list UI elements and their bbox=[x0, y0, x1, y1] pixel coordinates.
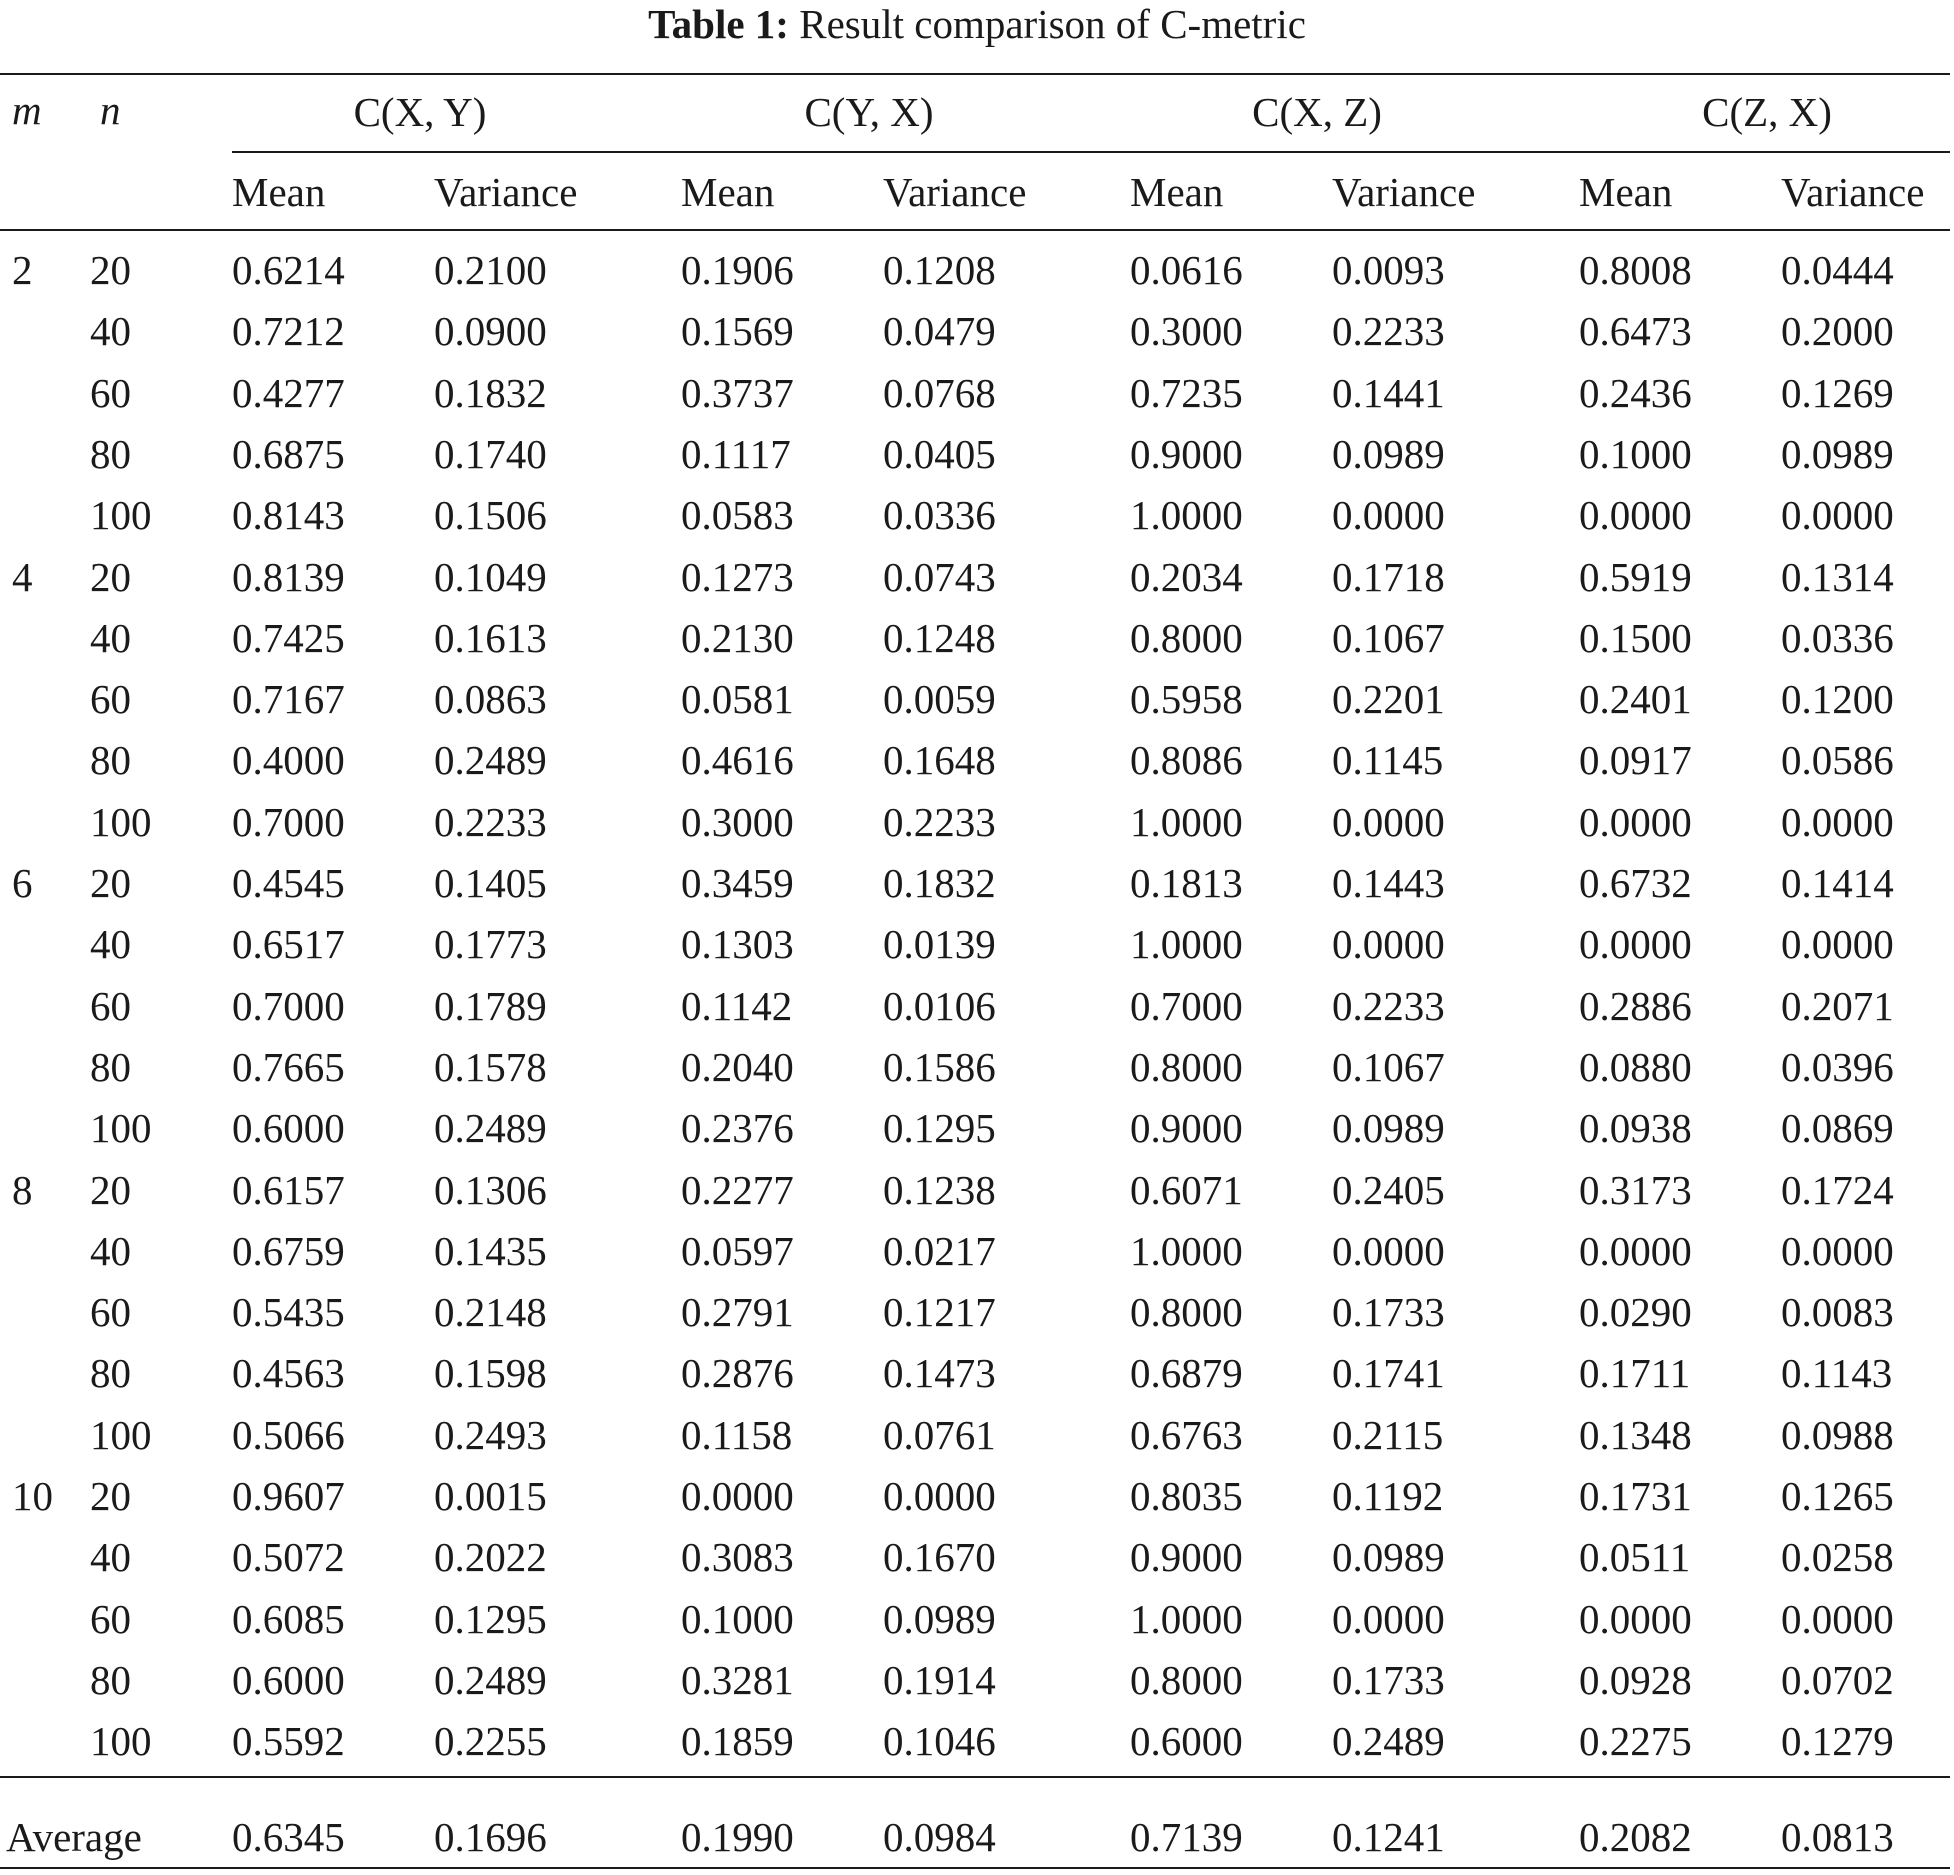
cell-n: 40 bbox=[90, 1228, 131, 1274]
table-cell: 0.1273 bbox=[681, 554, 794, 600]
cell-n: 100 bbox=[90, 1718, 152, 1764]
table-cell: 0.1813 bbox=[1130, 860, 1243, 906]
table-cell: 0.3083 bbox=[681, 1534, 794, 1580]
table-cell: 0.0000 bbox=[681, 1473, 794, 1519]
table-cell: 0.0863 bbox=[434, 676, 547, 722]
table-cell: 0.3000 bbox=[1130, 308, 1243, 354]
cell-n: 100 bbox=[90, 799, 152, 845]
table-cell: 0.2148 bbox=[434, 1289, 547, 1335]
table-cell: 0.6732 bbox=[1579, 860, 1692, 906]
table-cell: 0.3000 bbox=[681, 799, 794, 845]
header-group-3: C(X, Z) bbox=[1252, 89, 1382, 135]
table-cell: 1.0000 bbox=[1130, 492, 1243, 538]
table-cell: 0.0106 bbox=[883, 983, 996, 1029]
table-cell: 0.0290 bbox=[1579, 1289, 1692, 1335]
table-cell: 0.2405 bbox=[1332, 1167, 1445, 1213]
table-cell: 0.0768 bbox=[883, 370, 996, 416]
table-cell: 0.0869 bbox=[1781, 1105, 1894, 1151]
table-cell: 0.1405 bbox=[434, 860, 547, 906]
header-group-rule-1 bbox=[232, 151, 681, 153]
table-cell: 0.6473 bbox=[1579, 308, 1692, 354]
average-cell: 0.1990 bbox=[681, 1814, 794, 1860]
table-cell: 0.0581 bbox=[681, 676, 794, 722]
cell-n: 40 bbox=[90, 615, 131, 661]
table-cell: 0.8000 bbox=[1130, 615, 1243, 661]
cell-n: 20 bbox=[90, 247, 131, 293]
table-cell: 0.0000 bbox=[1781, 492, 1894, 538]
table-cell: 0.1067 bbox=[1332, 615, 1445, 661]
table-cell: 0.0743 bbox=[883, 554, 996, 600]
table-cell: 0.0702 bbox=[1781, 1657, 1894, 1703]
table-cell: 0.2233 bbox=[1332, 308, 1445, 354]
table-cell: 0.2000 bbox=[1781, 308, 1894, 354]
table-cell: 0.4616 bbox=[681, 737, 794, 783]
table-cell: 0.1711 bbox=[1579, 1350, 1691, 1396]
cell-n: 40 bbox=[90, 921, 131, 967]
table-cell: 0.6214 bbox=[232, 247, 345, 293]
table-cell: 0.2886 bbox=[1579, 983, 1692, 1029]
table-cell: 0.3459 bbox=[681, 860, 794, 906]
table-cell: 0.0444 bbox=[1781, 247, 1894, 293]
table-cell: 0.7235 bbox=[1130, 370, 1243, 416]
table-cell: 0.0000 bbox=[1332, 921, 1445, 967]
cell-n: 80 bbox=[90, 1044, 131, 1090]
header-group-2: C(Y, X) bbox=[804, 89, 934, 135]
average-cell: 0.1241 bbox=[1332, 1814, 1445, 1860]
table-cell: 0.0396 bbox=[1781, 1044, 1894, 1090]
table-cell: 0.1613 bbox=[434, 615, 547, 661]
table-cell: 0.9000 bbox=[1130, 1105, 1243, 1151]
table-cell: 0.0258 bbox=[1781, 1534, 1894, 1580]
table-cell: 0.1718 bbox=[1332, 554, 1445, 600]
table-cell: 0.0336 bbox=[883, 492, 996, 538]
table-cell: 0.0000 bbox=[1781, 799, 1894, 845]
table-caption-label: Table 1: bbox=[648, 1, 789, 47]
table-cell: 0.1067 bbox=[1332, 1044, 1445, 1090]
table-cell: 0.0479 bbox=[883, 308, 996, 354]
cell-n: 20 bbox=[90, 554, 131, 600]
table-cell: 0.1117 bbox=[681, 431, 791, 477]
table-cell: 0.1500 bbox=[1579, 615, 1692, 661]
cell-n: 80 bbox=[90, 737, 131, 783]
average-top-rule bbox=[0, 1776, 1950, 1778]
table-cell: 0.0336 bbox=[1781, 615, 1894, 661]
table-cell: 0.1441 bbox=[1332, 370, 1445, 416]
table-cell: 0.4277 bbox=[232, 370, 345, 416]
table-cell: 0.0989 bbox=[1332, 1105, 1445, 1151]
table-cell: 0.2791 bbox=[681, 1289, 794, 1335]
cell-n: 60 bbox=[90, 370, 131, 416]
table-cell: 0.0511 bbox=[1579, 1534, 1691, 1580]
cell-n: 60 bbox=[90, 1289, 131, 1335]
table-cell: 0.1773 bbox=[434, 921, 547, 967]
header-group-4: C(Z, X) bbox=[1702, 89, 1832, 135]
header-bottom-rule bbox=[0, 229, 1950, 231]
table-cell: 0.6000 bbox=[232, 1657, 345, 1703]
cell-n: 60 bbox=[90, 983, 131, 1029]
table-cell: 0.6763 bbox=[1130, 1412, 1243, 1458]
table-cell: 0.7425 bbox=[232, 615, 345, 661]
table-cell: 0.0989 bbox=[1332, 1534, 1445, 1580]
table-cell: 0.0616 bbox=[1130, 247, 1243, 293]
header-variance-1: Variance bbox=[434, 169, 578, 215]
table-cell: 0.0000 bbox=[1579, 492, 1692, 538]
cell-m: 10 bbox=[12, 1473, 53, 1519]
table-cell: 0.0059 bbox=[883, 676, 996, 722]
table-cell: 0.0989 bbox=[883, 1596, 996, 1642]
table-cell: 0.1000 bbox=[681, 1596, 794, 1642]
table-cell: 0.1248 bbox=[883, 615, 996, 661]
table-cell: 0.1238 bbox=[883, 1167, 996, 1213]
average-cell: 0.2082 bbox=[1579, 1814, 1692, 1860]
cell-n: 40 bbox=[90, 308, 131, 354]
table-cell: 0.0000 bbox=[1781, 1596, 1894, 1642]
cell-n: 80 bbox=[90, 1657, 131, 1703]
table-cell: 0.2436 bbox=[1579, 370, 1692, 416]
table-cell: 0.8086 bbox=[1130, 737, 1243, 783]
table-cell: 0.2022 bbox=[434, 1534, 547, 1580]
table-cell: 0.2277 bbox=[681, 1167, 794, 1213]
table-top-rule bbox=[0, 73, 1950, 75]
header-mean-4: Mean bbox=[1579, 169, 1673, 215]
header-mean-1: Mean bbox=[232, 169, 326, 215]
header-group-rule-4 bbox=[1579, 151, 1950, 153]
table-cell: 0.8139 bbox=[232, 554, 345, 600]
table-cell: 0.7000 bbox=[1130, 983, 1243, 1029]
table-cell: 0.0000 bbox=[1579, 921, 1692, 967]
table-cell: 0.0917 bbox=[1579, 737, 1692, 783]
table-cell: 0.1142 bbox=[681, 983, 793, 1029]
table-cell: 0.1832 bbox=[883, 860, 996, 906]
table-cell: 0.6071 bbox=[1130, 1167, 1243, 1213]
cell-n: 80 bbox=[90, 431, 131, 477]
cell-n: 40 bbox=[90, 1534, 131, 1580]
cell-n: 20 bbox=[90, 860, 131, 906]
table-cell: 0.1648 bbox=[883, 737, 996, 783]
table-cell: 0.1443 bbox=[1332, 860, 1445, 906]
table-cell: 0.2376 bbox=[681, 1105, 794, 1151]
average-cell: 0.6345 bbox=[232, 1814, 345, 1860]
header-mean-2: Mean bbox=[681, 169, 775, 215]
table-cell: 0.0000 bbox=[1332, 1228, 1445, 1274]
table-cell: 0.0880 bbox=[1579, 1044, 1692, 1090]
table-cell: 0.2201 bbox=[1332, 676, 1445, 722]
header-variance-3: Variance bbox=[1332, 169, 1476, 215]
table-cell: 0.1306 bbox=[434, 1167, 547, 1213]
table-cell: 0.1269 bbox=[1781, 370, 1894, 416]
table-cell: 0.2489 bbox=[434, 737, 547, 783]
table-cell: 0.8000 bbox=[1130, 1657, 1243, 1703]
header-m: m bbox=[12, 87, 42, 133]
table-cell: 0.3173 bbox=[1579, 1167, 1692, 1213]
table-cell: 0.1733 bbox=[1332, 1289, 1445, 1335]
table-cell: 0.2489 bbox=[434, 1105, 547, 1151]
table-cell: 0.1578 bbox=[434, 1044, 547, 1090]
table-cell: 0.8143 bbox=[232, 492, 345, 538]
cell-n: 20 bbox=[90, 1473, 131, 1519]
table-cell: 0.2489 bbox=[1332, 1718, 1445, 1764]
table-cell: 0.0989 bbox=[1332, 431, 1445, 477]
table-caption bbox=[0, 2, 1954, 46]
table-cell: 0.2493 bbox=[434, 1412, 547, 1458]
cell-n: 80 bbox=[90, 1350, 131, 1396]
table-cell: 0.5066 bbox=[232, 1412, 345, 1458]
table-cell: 0.0000 bbox=[883, 1473, 996, 1519]
table-cell: 0.0217 bbox=[883, 1228, 996, 1274]
table-cell: 0.4545 bbox=[232, 860, 345, 906]
table-cell: 0.2275 bbox=[1579, 1718, 1692, 1764]
table-cell: 0.4563 bbox=[232, 1350, 345, 1396]
table-cell: 0.2040 bbox=[681, 1044, 794, 1090]
table-cell: 0.7000 bbox=[232, 983, 345, 1029]
table-cell: 0.0938 bbox=[1579, 1105, 1692, 1151]
cell-n: 100 bbox=[90, 492, 152, 538]
table-cell: 0.1906 bbox=[681, 247, 794, 293]
table-cell: 0.2233 bbox=[1332, 983, 1445, 1029]
table-caption-title: Result comparison of C-metric bbox=[799, 1, 1306, 47]
table-cell: 0.2233 bbox=[883, 799, 996, 845]
table-cell: 1.0000 bbox=[1130, 799, 1243, 845]
table-cell: 0.5072 bbox=[232, 1534, 345, 1580]
table-cell: 0.0000 bbox=[1579, 799, 1692, 845]
table-cell: 0.8035 bbox=[1130, 1473, 1243, 1519]
table-cell: 0.1733 bbox=[1332, 1657, 1445, 1703]
cell-n: 60 bbox=[90, 676, 131, 722]
table-cell: 0.0083 bbox=[1781, 1289, 1894, 1335]
cell-m: 6 bbox=[12, 860, 33, 906]
table-cell: 0.1569 bbox=[681, 308, 794, 354]
table-cell: 0.1435 bbox=[434, 1228, 547, 1274]
table-cell: 0.5435 bbox=[232, 1289, 345, 1335]
table-cell: 0.8000 bbox=[1130, 1289, 1243, 1335]
table-cell: 0.3737 bbox=[681, 370, 794, 416]
table-cell: 0.9000 bbox=[1130, 1534, 1243, 1580]
table-cell: 0.7212 bbox=[232, 308, 345, 354]
table-cell: 0.6879 bbox=[1130, 1350, 1243, 1396]
table-cell: 0.2489 bbox=[434, 1657, 547, 1703]
header-mean-3: Mean bbox=[1130, 169, 1224, 215]
table-cell: 0.0000 bbox=[1332, 492, 1445, 538]
table-cell: 0.0015 bbox=[434, 1473, 547, 1519]
table-cell: 0.0988 bbox=[1781, 1412, 1894, 1458]
table-cell: 0.0761 bbox=[883, 1412, 996, 1458]
table-cell: 0.7167 bbox=[232, 676, 345, 722]
table-cell: 1.0000 bbox=[1130, 1596, 1243, 1642]
table-cell: 0.1740 bbox=[434, 431, 547, 477]
table-cell: 0.1724 bbox=[1781, 1167, 1894, 1213]
average-cell: 0.0813 bbox=[1781, 1814, 1894, 1860]
table-cell: 0.2876 bbox=[681, 1350, 794, 1396]
table-cell: 0.1789 bbox=[434, 983, 547, 1029]
cell-n: 20 bbox=[90, 1167, 131, 1213]
table-cell: 0.2034 bbox=[1130, 554, 1243, 600]
table-cell: 0.1303 bbox=[681, 921, 794, 967]
table-cell: 0.0900 bbox=[434, 308, 547, 354]
table-cell: 0.2233 bbox=[434, 799, 547, 845]
table-cell: 0.1265 bbox=[1781, 1473, 1894, 1519]
table-cell: 0.7665 bbox=[232, 1044, 345, 1090]
table-cell: 0.1192 bbox=[1332, 1473, 1444, 1519]
table-cell: 0.1314 bbox=[1781, 554, 1894, 600]
cell-n: 100 bbox=[90, 1412, 152, 1458]
table-cell: 1.0000 bbox=[1130, 1228, 1243, 1274]
table-cell: 0.6875 bbox=[232, 431, 345, 477]
table-cell: 0.1000 bbox=[1579, 431, 1692, 477]
table-cell: 0.1506 bbox=[434, 492, 547, 538]
cell-n: 60 bbox=[90, 1596, 131, 1642]
average-cell: 0.7139 bbox=[1130, 1814, 1243, 1860]
table-cell: 0.0583 bbox=[681, 492, 794, 538]
table-cell: 0.6157 bbox=[232, 1167, 345, 1213]
header-group-rule-3 bbox=[1130, 151, 1579, 153]
table-bottom-rule bbox=[0, 1867, 1950, 1869]
table-cell: 0.1414 bbox=[1781, 860, 1894, 906]
table-cell: 0.6000 bbox=[232, 1105, 345, 1151]
average-cell: 0.0984 bbox=[883, 1814, 996, 1860]
table-cell: 0.0597 bbox=[681, 1228, 794, 1274]
table-cell: 0.1046 bbox=[883, 1718, 996, 1764]
table-cell: 0.5592 bbox=[232, 1718, 345, 1764]
table-cell: 0.1145 bbox=[1332, 737, 1444, 783]
table-cell: 0.1586 bbox=[883, 1044, 996, 1090]
table-cell: 0.1295 bbox=[883, 1105, 996, 1151]
table-cell: 0.1208 bbox=[883, 247, 996, 293]
cell-m: 4 bbox=[12, 554, 33, 600]
table-cell: 0.3281 bbox=[681, 1657, 794, 1703]
header-group-1: C(X, Y) bbox=[353, 89, 487, 135]
table-cell: 0.2115 bbox=[1332, 1412, 1444, 1458]
table-cell: 0.2401 bbox=[1579, 676, 1692, 722]
average-cell: 0.1696 bbox=[434, 1814, 547, 1860]
table-cell: 0.1217 bbox=[883, 1289, 996, 1335]
table-cell: 0.1731 bbox=[1579, 1473, 1692, 1519]
table-cell: 0.1279 bbox=[1781, 1718, 1894, 1764]
table-cell: 0.1670 bbox=[883, 1534, 996, 1580]
table-cell: 0.0989 bbox=[1781, 431, 1894, 477]
cell-m: 2 bbox=[12, 247, 33, 293]
table-cell: 0.1143 bbox=[1781, 1350, 1893, 1396]
table-cell: 1.0000 bbox=[1130, 921, 1243, 967]
table-cell: 0.0000 bbox=[1781, 921, 1894, 967]
table-cell: 0.0586 bbox=[1781, 737, 1894, 783]
table-cell: 0.0000 bbox=[1781, 1228, 1894, 1274]
header-variance-4: Variance bbox=[1781, 169, 1925, 215]
table-cell: 0.8000 bbox=[1130, 1044, 1243, 1090]
header-group-rule-2 bbox=[681, 151, 1130, 153]
table-cell: 0.2100 bbox=[434, 247, 547, 293]
table-cell: 0.1473 bbox=[883, 1350, 996, 1396]
table-cell: 0.2255 bbox=[434, 1718, 547, 1764]
cell-n: 100 bbox=[90, 1105, 152, 1151]
table-cell: 0.6000 bbox=[1130, 1718, 1243, 1764]
table-cell: 0.7000 bbox=[232, 799, 345, 845]
table-cell: 0.4000 bbox=[232, 737, 345, 783]
header-n: n bbox=[100, 87, 121, 133]
table-cell: 0.6517 bbox=[232, 921, 345, 967]
table-cell: 0.6085 bbox=[232, 1596, 345, 1642]
table-cell: 0.0405 bbox=[883, 431, 996, 477]
table-cell: 0.0000 bbox=[1332, 799, 1445, 845]
table-cell: 0.1859 bbox=[681, 1718, 794, 1764]
table-cell: 0.5958 bbox=[1130, 676, 1243, 722]
table-cell: 0.0000 bbox=[1579, 1596, 1692, 1642]
table-cell: 0.1200 bbox=[1781, 676, 1894, 722]
table-cell: 0.9000 bbox=[1130, 431, 1243, 477]
table-cell: 0.2130 bbox=[681, 615, 794, 661]
header-variance-2: Variance bbox=[883, 169, 1027, 215]
table-cell: 0.1348 bbox=[1579, 1412, 1692, 1458]
cell-m: 8 bbox=[12, 1167, 33, 1213]
table-cell: 0.1914 bbox=[883, 1657, 996, 1703]
table-cell: 0.6759 bbox=[232, 1228, 345, 1274]
table-cell: 0.0093 bbox=[1332, 247, 1445, 293]
table-cell: 0.1741 bbox=[1332, 1350, 1445, 1396]
table-cell: 0.0928 bbox=[1579, 1657, 1692, 1703]
table-cell: 0.1158 bbox=[681, 1412, 793, 1458]
table-cell: 0.1598 bbox=[434, 1350, 547, 1396]
average-label: Average bbox=[6, 1814, 142, 1860]
table-cell: 0.0000 bbox=[1332, 1596, 1445, 1642]
table-cell: 0.8008 bbox=[1579, 247, 1692, 293]
table-cell: 0.0139 bbox=[883, 921, 996, 967]
table-cell: 0.1049 bbox=[434, 554, 547, 600]
table-cell: 0.2071 bbox=[1781, 983, 1894, 1029]
table-cell: 0.1295 bbox=[434, 1596, 547, 1642]
table-cell: 0.9607 bbox=[232, 1473, 345, 1519]
table-cell: 0.0000 bbox=[1579, 1228, 1692, 1274]
table-cell: 0.1832 bbox=[434, 370, 547, 416]
table-cell: 0.5919 bbox=[1579, 554, 1692, 600]
